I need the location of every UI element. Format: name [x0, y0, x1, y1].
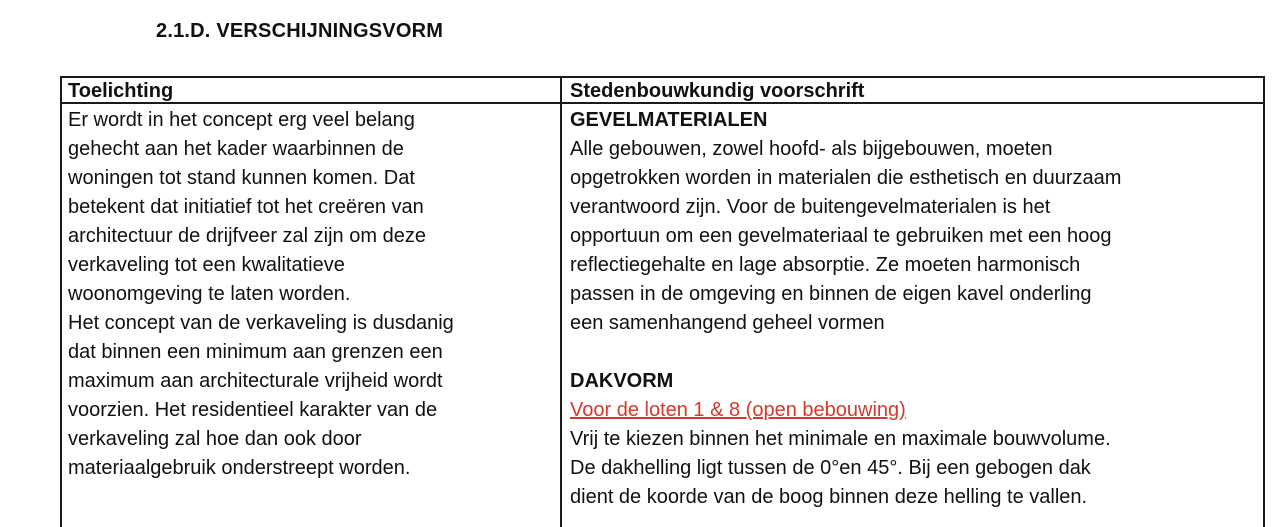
column-divider	[560, 78, 562, 527]
table-header-row	[62, 78, 1263, 104]
gevel-line: een samenhangend geheel vormen	[570, 312, 885, 334]
gevel-line: Alle gebouwen, zowel hoofd- als bijgebouwen, moeten	[570, 138, 1053, 160]
gevel-line: reflectiegehalte en lage absorptie. Ze moeten harmonisch	[570, 254, 1081, 276]
gevel-line: passen in de omgeving en binnen de eigen kavel onderling	[570, 283, 1092, 305]
toelichting-line: materiaalgebruik onderstreept worden.	[68, 457, 411, 479]
toelichting-line: Het concept van de verkaveling is dusdanig	[68, 312, 454, 334]
dakvorm-heading: DAKVORM	[570, 370, 674, 392]
toelichting-line: verkaveling zal hoe dan ook door	[68, 428, 362, 450]
loten-link[interactable]: Voor de loten 1 & 8 (open bebouwing)	[570, 399, 906, 421]
gevel-line: opportuun om een gevelmateriaal te gebruiken met een hoog	[570, 225, 1112, 247]
voorschrift-cell	[570, 106, 1260, 512]
gevelmaterialen-heading: GEVELMATERIALEN	[570, 109, 768, 131]
toelichting-cell	[68, 106, 558, 483]
regulation-table	[60, 76, 1265, 527]
gevel-line: opgetrokken worden in materialen die esthetisch en duurzaam	[570, 167, 1122, 189]
toelichting-line: maximum aan architecturale vrijheid wordt	[68, 370, 443, 392]
dak-line: De dakhelling ligt tussen de 0°en 45°. Bij een gebogen dak	[570, 457, 1091, 479]
toelichting-line: gehecht aan het kader waarbinnen de	[68, 138, 404, 160]
toelichting-line: verkaveling tot een kwalitatieve	[68, 254, 345, 276]
toelichting-line: woonomgeving te laten worden.	[68, 283, 351, 305]
paragraph-spacer	[570, 338, 1260, 367]
toelichting-line: architectuur de drijfveer zal zijn om deze	[68, 225, 426, 247]
header-toelichting: Toelichting	[68, 80, 174, 102]
toelichting-line: betekent dat initiatief tot het creëren van	[68, 196, 424, 218]
toelichting-line: voorzien. Het residentieel karakter van de	[68, 399, 438, 421]
toelichting-line: dat binnen een minimum aan grenzen een	[68, 341, 443, 363]
dak-line: dient de koorde van de boog binnen deze helling te vallen.	[570, 486, 1088, 508]
toelichting-line: Er wordt in het concept erg veel belang	[68, 109, 415, 131]
header-voorschrift: Stedenbouwkundig voorschrift	[570, 80, 865, 102]
dak-line: Vrij te kiezen binnen het minimale en maximale bouwvolume.	[570, 428, 1111, 450]
section-title: 2.1.D. VERSCHIJNINGSVORM	[156, 20, 444, 42]
toelichting-line: woningen tot stand kunnen komen. Dat	[68, 167, 415, 189]
gevel-line: verantwoord zijn. Voor de buitengevelmaterialen is het	[570, 196, 1051, 218]
